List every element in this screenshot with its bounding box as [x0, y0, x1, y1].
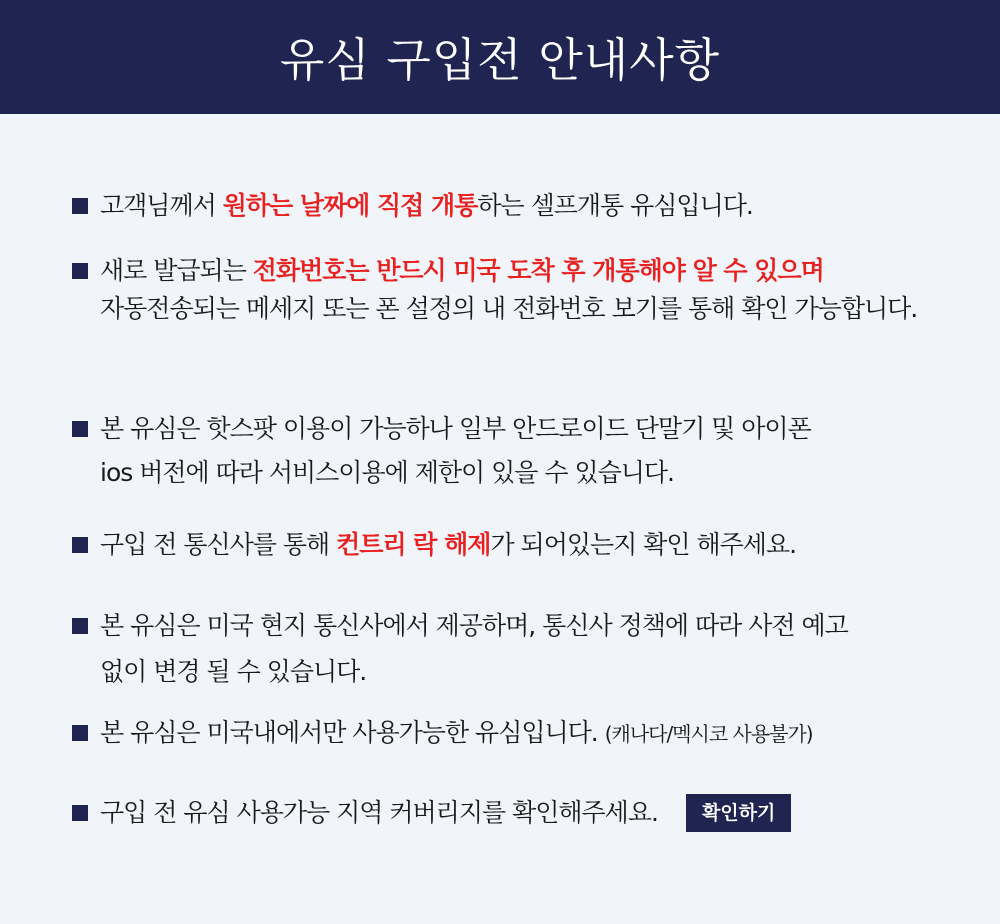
notice-item-hotspot [72, 407, 952, 495]
notice-text-part: ios 버전에 따라 서비스이용에 제한이 있을 수 있습니다. [100, 458, 674, 487]
notice-highlight: 컨트리 락 해제 [336, 530, 491, 559]
notice-text-part: 구입 전 통신사를 통해 [100, 530, 337, 559]
notice-item-carrier-policy [72, 603, 952, 695]
notice-text-part: 하는 셀프개통 유심입니다. [477, 191, 753, 220]
notice-highlight: 원하는 날짜에 직접 개통 [222, 191, 478, 220]
bullet-square-icon [72, 805, 88, 821]
notice-text [100, 603, 952, 695]
notice-text [100, 714, 952, 753]
bullet-square-icon [72, 725, 88, 741]
header-banner [0, 0, 1000, 114]
notice-text-part: 본 유심은 미국 현지 통신사에서 제공하며, 통신사 정책에 따라 사전 예고 [100, 611, 848, 640]
bullet-square-icon [72, 618, 88, 634]
notice-text-part: 가 되어있는지 확인 해주세요. [490, 530, 797, 559]
bullet-square-icon [72, 198, 88, 214]
notice-text-part: 고객님께서 [100, 191, 223, 220]
notice-text-part: 구입 전 유심 사용가능 지역 커버리지를 확인해주세요. [100, 798, 658, 827]
notice-note: (캐나다/멕시코 사용불가) [604, 722, 813, 746]
notice-item-phone-number [72, 252, 952, 328]
notice-text-part: 없이 변경 될 수 있습니다. [100, 657, 367, 686]
notice-text [100, 526, 952, 564]
bullet-square-icon [72, 537, 88, 553]
notice-text-part: 본 유심은 미국내에서만 사용가능한 유심입니다. [100, 718, 598, 747]
notice-text [100, 187, 952, 225]
notice-text-part: 자동전송되는 메세지 또는 폰 설정의 내 전화번호 보기를 통해 확인 가능합니다. [100, 294, 918, 323]
notice-item-country-lock [72, 526, 952, 564]
notice-text [100, 794, 952, 832]
notice-item-usa-only [72, 714, 952, 753]
notice-item-coverage [72, 794, 952, 832]
notice-text-part: 본 유심은 핫스팟 이용이 가능하나 일부 안드로이드 단말기 및 아이폰 [100, 414, 811, 443]
notice-highlight: 전화번호는 반드시 미국 도착 후 개통해야 알 수 있으며 [252, 256, 824, 285]
confirm-coverage-button[interactable]: 확인하기 [686, 794, 791, 832]
page-title: 유심 구입전 안내사항 [279, 33, 721, 87]
notice-text-part: 새로 발급되는 [100, 256, 253, 285]
bullet-square-icon [72, 263, 88, 279]
notice-text [100, 252, 952, 328]
notice-text [100, 407, 952, 495]
bullet-square-icon [72, 421, 88, 437]
notice-item-self-activation [72, 187, 952, 225]
